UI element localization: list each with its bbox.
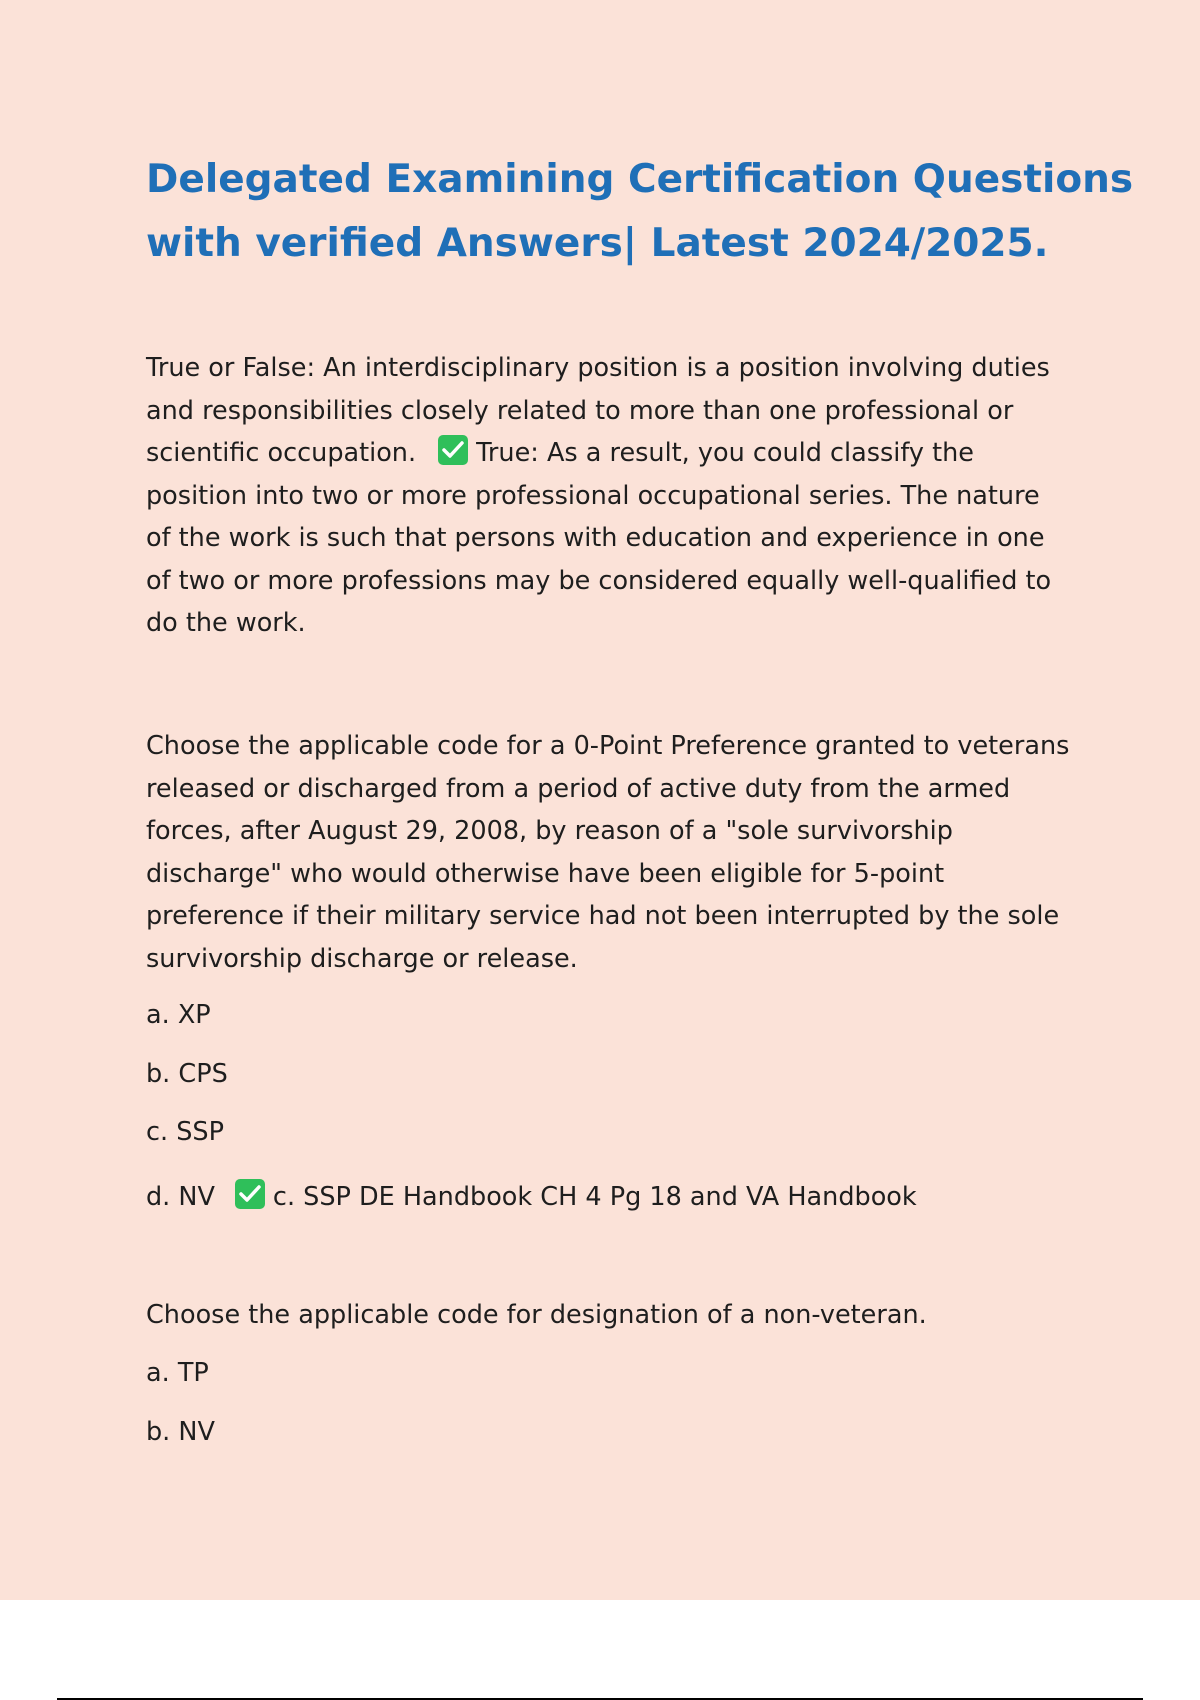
option-d-with-answer <box>146 1176 1106 1235</box>
question-2 <box>146 725 1106 980</box>
question-1-answer: True: As a result, you could classify the <box>476 438 974 468</box>
title-line-1: Delegated Examining Certification Questions <box>146 157 1134 202</box>
question-2-line: Choose the applicable code for a 0-Point Preference granted to veterans <box>146 731 1070 761</box>
option-a: a. TP <box>146 1358 209 1388</box>
question-1-answer-line: do the work. <box>146 608 306 638</box>
question-2-answer: c. SSP DE Handbook CH 4 Pg 18 and VA Handbook <box>272 1181 917 1212</box>
question-1-answer-line: of the work is such that persons with education and experience in one <box>146 523 1045 553</box>
question-2-line: survivorship discharge or release. <box>146 943 578 974</box>
title-line-2: with verified Answers| Latest 2024/2025. <box>146 221 1049 266</box>
question-3-options <box>146 1352 1106 1469</box>
question-1-answer-line <box>146 432 1106 475</box>
question-1-line: True or False: An interdisciplinary position is a position involving duties <box>146 353 1050 383</box>
check-mark-icon <box>235 1179 265 1209</box>
check-mark-icon <box>438 435 468 465</box>
document-title <box>146 148 1134 276</box>
question-1-line: and responsibilities closely related to more than one professional or <box>146 395 1014 426</box>
question-2-line: forces, after August 29, 2008, by reason of a "sole survivorship <box>146 816 953 846</box>
question-1-text-end: scientific occupation. <box>146 438 417 468</box>
question-1-answer-line: of two or more professions may be considered equally well-qualified to <box>146 565 1052 596</box>
question-1-answer-line: position into two or more professional occupational series. The nature <box>146 480 1040 511</box>
question-3-line: Choose the applicable code for designation of a non-veteran. <box>146 1300 927 1330</box>
question-2-line: discharge" who would otherwise have been eligible for 5-point <box>146 858 945 889</box>
option-b: b. NV <box>146 1416 215 1447</box>
option-c: c. SSP <box>146 1117 224 1147</box>
option-b: b. CPS <box>146 1058 228 1089</box>
question-3 <box>146 1294 1106 1337</box>
option-d: d. NV <box>146 1181 215 1212</box>
question-1 <box>146 347 1106 645</box>
option-a: a. XP <box>146 1000 211 1030</box>
question-2-options <box>146 994 1106 1234</box>
question-2-line: preference if their military service had not been interrupted by the sole <box>146 901 1060 931</box>
question-2-line: released or discharged from a period of active duty from the armed <box>146 773 1011 804</box>
